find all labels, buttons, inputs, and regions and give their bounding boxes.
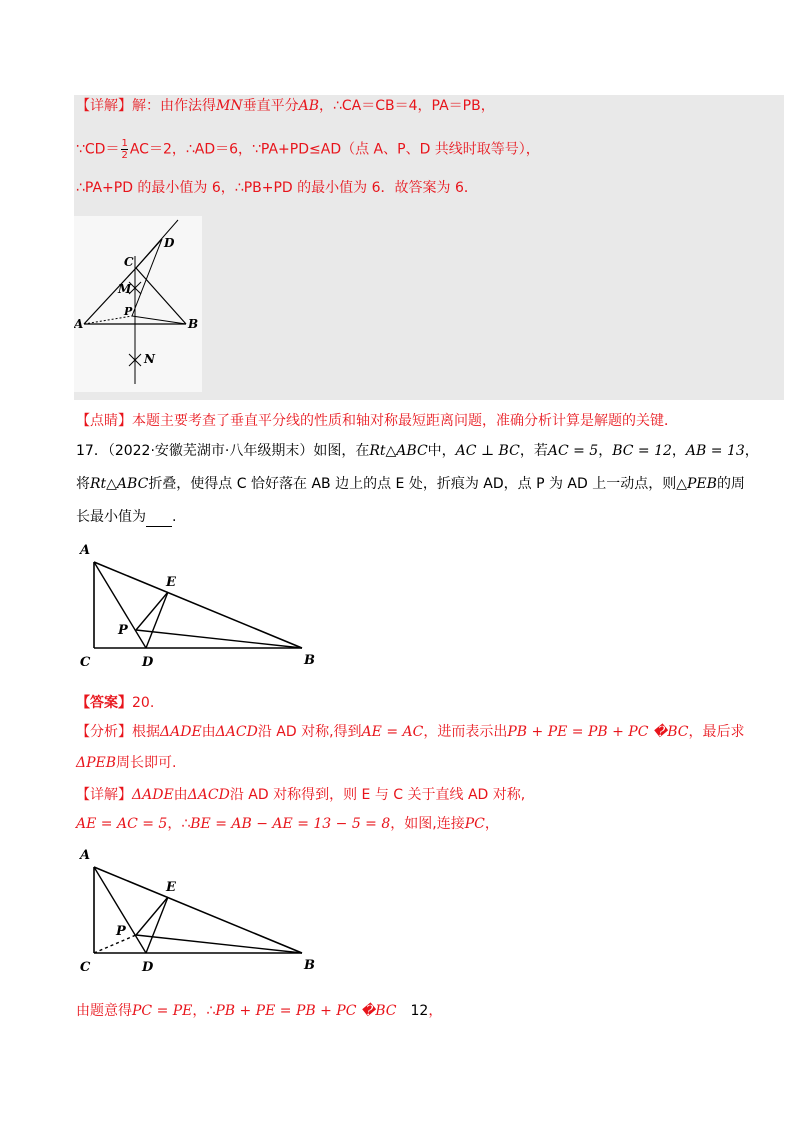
label-a: A bbox=[74, 317, 84, 331]
label-b: B bbox=[304, 653, 315, 668]
problem-number: 17． bbox=[76, 443, 108, 459]
label-p: P bbox=[124, 305, 133, 318]
detail-tag: 【详解】 bbox=[76, 98, 132, 114]
label-a: A bbox=[80, 543, 91, 558]
problem17-line2: 将Rt△ABC折叠，使得点 C 恰好落在 AB 边上的点 E 处，折痕为 AD，点 P 为 AD 上一动点，则△PEB的周 bbox=[76, 476, 745, 492]
label-p: P bbox=[118, 623, 128, 638]
label-b: B bbox=[304, 958, 315, 973]
detail1-line1: 【详解】解：由作法得MN垂直平分AB，∴CA＝CB＝4，PA＝PB， bbox=[76, 98, 495, 114]
detail2-line1: 【详解】ΔADE由ΔACD沿 AD 对称得到，则 E 与 C 关于直线 AD 对称, bbox=[76, 787, 526, 803]
label-a: A bbox=[80, 848, 91, 863]
label-d: D bbox=[142, 655, 154, 670]
label-c: C bbox=[80, 960, 91, 975]
analysis-line2: ΔPEB周长即可. bbox=[76, 755, 177, 771]
fraction-half: $\frac{1}{2}$ bbox=[121, 138, 128, 161]
segment-pb bbox=[132, 316, 186, 324]
label-c: C bbox=[124, 255, 134, 269]
dianjing-tag: 【点睛】 bbox=[76, 413, 132, 429]
label-b: B bbox=[188, 317, 199, 331]
label-n: N bbox=[144, 352, 155, 366]
analysis-tag: 【分析】 bbox=[76, 724, 132, 740]
analysis-line1: 【分析】根据ΔADE由ΔACD沿 AD 对称,得到AE = AC，进而表示出PB + PE = PB + PC �BC，最后求 bbox=[76, 724, 745, 740]
segment-pd bbox=[132, 239, 162, 316]
figure3-geometry bbox=[76, 845, 336, 980]
answer-value: 20. bbox=[132, 695, 155, 711]
label-p: P bbox=[116, 924, 126, 939]
final-line: 由题意得PC = PE，∴PB + PE = PB + PC �BC 12， bbox=[76, 1003, 443, 1019]
label-e: E bbox=[166, 880, 176, 895]
label-c: C bbox=[80, 655, 91, 670]
dianjing-line: 【点睛】本题主要考查了垂直平分线的性质和轴对称最短距离问题，准确分析计算是解题的关键． bbox=[76, 413, 678, 429]
problem17-line3: 长最小值为 . bbox=[76, 509, 177, 525]
label-e: E bbox=[166, 575, 176, 590]
label-d: D bbox=[142, 960, 154, 975]
answer-tag: 【答案】 bbox=[76, 695, 132, 711]
figure1-geometry bbox=[74, 216, 202, 392]
answer-line bbox=[76, 693, 154, 713]
segment-cb bbox=[136, 268, 186, 324]
answer-blank bbox=[146, 510, 172, 527]
problem17-line1: 17．（2022·安徽芜湖市·八年级期末）如图，在Rt△ABC中，AC ⊥ BC，若AC = 5，BC = 12，AB = 13， bbox=[76, 443, 759, 459]
detail2-line2: AE = AC = 5，∴BE = AB − AE = 13 − 5 = 8，如图,连接PC， bbox=[76, 816, 499, 832]
detail1-line3: ∴PA+PD 的最小值为 6，∴PB+PD 的最小值为 6．故答案为 6． bbox=[76, 180, 478, 196]
detail-tag: 【详解】 bbox=[76, 787, 132, 803]
label-m: M bbox=[118, 282, 132, 296]
figure2-geometry bbox=[76, 540, 336, 675]
label-d: D bbox=[164, 236, 175, 250]
segment-pc-dashed bbox=[94, 935, 136, 953]
detail1-line2: ∵CD＝ $\frac{1}{2}$ AC＝2，∴AD＝6，∵PA+PD≤AD（点 A、P、D 共线时取等号）， bbox=[76, 138, 540, 161]
